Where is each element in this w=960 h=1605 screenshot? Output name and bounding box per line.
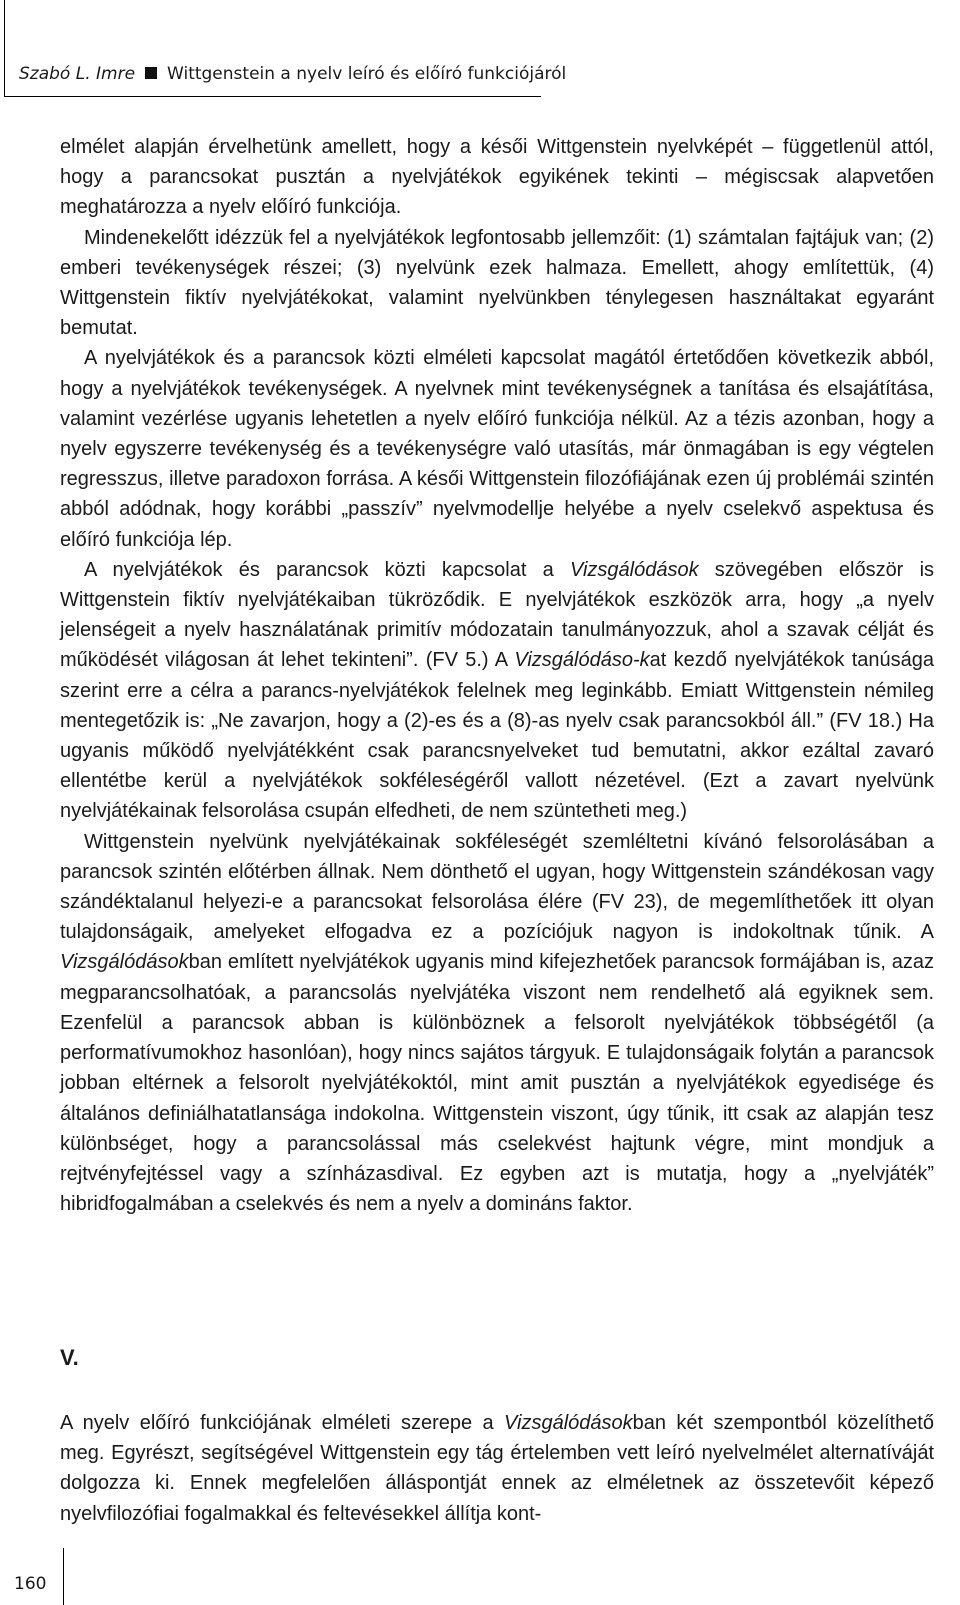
paragraph-4: [60, 555, 934, 827]
body-text: [60, 132, 934, 1219]
paragraph-4-part-b: szövegében először is Wittgenstein fiktív nyelvjátékaiban tükröződik. E nyelvjátékok eszközök arra, hogy „a nyelv jelenségeit a nyelv használatának primitív módozatain tanulmányozzuk, ahol a szavak célját és működését világosan át lehet tekinteni”. (FV 5.) A: [60, 558, 935, 672]
paragraph-5-part-b: ban említett nyelvjátékok ugyanis mind kifejezhetőek parancsok formájában is, azaz megparancsolhatóak, a parancsolás nyelvjátéka viszont nem rendelhető alá egyiknek sem. Ezenfelül a parancsok abban is különböznek a felsorolt nyelvjátékok többségétől (a performatívumokhoz hasonlóan), hogy nincs sajátos tárgyuk. E tulajdonságaik folytán a parancsok jobban eltérnek a felsorolt nyelvjátékoktól, mint amit pusztán a nyelvjátékok egyedisége és általános definiálhatatlansága indokolna. Wittgenstein viszont, úgy tűnik, itt csak az alapján tesz különbséget, hogy a parancsolással más cselekvést hajtunk végre, mint mondjuk a rejtvényfejtéssel vagy a színházasdival. Ez egyben azt is mutatja, hogy a „nyelvjáték” hibridfogalmában a cselekvés és nem a nyelv a domináns faktor.: [60, 951, 934, 1216]
paragraph-5-part-a: Wittgenstein nyelvünk nyelvjátékainak sokféleségét szemléltetni kívánó felsorolásában a parancsok szintén előtérben állnak. Nem dönthető el ugyan, hogy Wittgenstein szándékosan vagy szándéktalanul helyezi-e a parancsokat felsorolása élére (FV 23), de megemlíthetőek itt olyan tulajdonságaik, amelyeket elfogadva ez a pozíciójuk nagyon is indokoltnak tűnik. A: [60, 830, 934, 944]
section-paragraph: [60, 1408, 934, 1529]
book-title-italic: Vizsgálódáso-k: [514, 649, 650, 672]
paragraph-2: Mindenekelőtt idézzük fel a nyelvjátékok legfontosabb jellemzőit: (1) számtalan fajtájuk van; (2) emberi tevékenységek részei; (3) nyelvünk ezek halmaza. Emellett, ahogy említettük, (4) Wittgenstein fiktív nyelvjátékokat, valamint nyelvünkben ténylegesen használtakat egyaránt bemutat.: [60, 226, 934, 340]
book-title-italic: Vizsgálódások: [60, 951, 189, 974]
page-number-rule: [63, 1548, 64, 1605]
section-paragraph-part-b: ban két szempontból közelíthető meg. Egyrészt, segítségével Wittgenstein egy tág értelemben vett leíró nyelvelmélet alternatíváját dolgozza ki. Ennek megfelelően álláspontját ennek az elméletnek az összetevőit képező nyelvfilozófiai fogalmakkal és feltevésekkel állítja kont-: [60, 1412, 934, 1525]
header-frame-vertical: [4, 0, 5, 97]
paragraph-5: [60, 827, 934, 1220]
square-bullet-icon: [145, 67, 157, 79]
paragraph-3: A nyelvjátékok és a parancsok közti elméleti kapcsolat magától értetődően következik abból, hogy a nyelvjátékok tevékenységek. A nyelvnek mint tevékenységnek a tanítása és elsajátítása, valamint vezérlése ugyanis lehetetlen a nyelv előíró funkciója nélkül. Az a tézis azonban, hogy a nyelv egyszerre tevékenység és a tevékenységre való utasítás, már önmagában is egy végtelen regresszus, illetve paradoxon forrása. A késői Wittgenstein filozófiájának ezen új problémái szintén abból adódnak, hogy korábbi „passzív” nyelvmodellje helyébe a nyelv cselekvő aspektusa és előíró funkciója lép.: [60, 347, 934, 551]
paragraph-4-part-a: A nyelvjátékok és parancsok közti kapcsolat a: [84, 558, 570, 581]
section-text: [60, 1408, 934, 1529]
section-paragraph-part-a: A nyelv előíró funkciójának elméleti szerepe a: [60, 1412, 505, 1434]
header-title: Wittgenstein a nyelv leíró és előíró funkciójáról: [167, 64, 567, 84]
book-title-italic: Vizsgálódások: [569, 558, 699, 581]
header-author: Szabó L. Imre: [19, 64, 136, 84]
running-head: [19, 64, 566, 84]
header-frame-horizontal: [4, 96, 541, 97]
paragraph-1: elmélet alapján érvelhetünk amellett, hogy a késői Wittgenstein nyelvképét – függetlenül attól, hogy a parancsokat pusztán a nyelvjátékok egyikének tekinti – mégiscsak alapvetően meghatározza a nyelv előíró funkciója.: [60, 136, 934, 219]
page-number: 160: [14, 1574, 47, 1594]
section-heading: V.: [60, 1345, 79, 1370]
book-title-italic: Vizsgálódások: [504, 1412, 633, 1434]
paragraph-4-part-c: at kezdő nyelvjátékok tanúsága szerint erre a célra a parancs-nyelvjátékok felelnek meg leginkább. Emiatt Wittgenstein némileg mentegetőzik is: „Ne zavarjon, hogy a (2)-es és a (8)-as nyelv csak parancsokból áll.” (FV 18.) Ha ugyanis működő nyelvjátékként csak parancsnyelveket tud bemutatni, akkor ezáltal zavaró ellentétbe kerül a nyelvjátékok sokféleségéről vallott nézetével. (Ezt a zavart nyelvünk nyelvjátékainak felsorolása csupán elfedheti, de nem szüntetheti meg.): [60, 649, 934, 823]
